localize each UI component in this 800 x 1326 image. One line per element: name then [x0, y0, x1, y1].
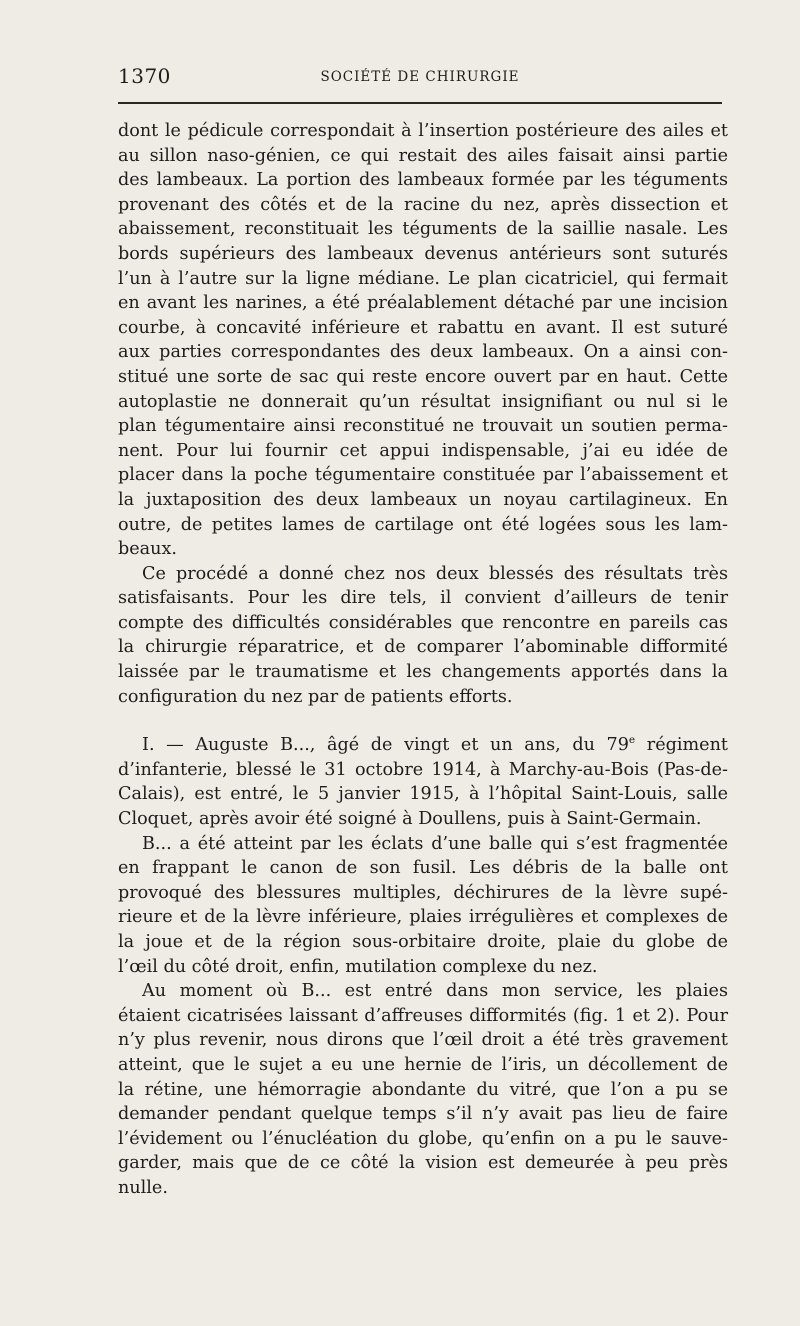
text-line: Ce procédé a donné chez nos deux blessés des résultats très: [142, 563, 728, 584]
section-gap: [118, 709, 728, 733]
text-line: l’un à l’autre sur la ligne médiane. Le plan cicatriciel, qui fermait: [118, 268, 728, 289]
text-line: dont le pédicule correspondait à l’insertion postérieure des ailes et: [118, 121, 728, 141]
text-line: la chirurgie réparatrice, et de comparer l’abominable difformité: [118, 637, 728, 658]
text-line: laissée par le traumatisme et les changements apportés dans la: [118, 662, 728, 683]
paragraph: [118, 119, 728, 562]
text-line: la rétine, une hémorragie abondante du vitré, que l’on a pu se: [118, 1079, 728, 1100]
text-line: provenant des côtés et de la racine du nez, après dissection et: [118, 194, 728, 215]
text-line: aux parties correspondantes des deux lambeaux. On a ainsi con-: [118, 342, 728, 363]
text-line: outre, de petites lames de cartilage ont été logées sous les lam-: [118, 514, 728, 535]
text-line: compte des difficultés considérables que rencontre en pareils cas: [118, 612, 728, 633]
running-head: SOCIÉTÉ DE CHIRURGIE: [320, 69, 520, 85]
text-line: beaux.: [118, 539, 178, 560]
text-line: Au moment où B... est entré dans mon service, les plaies: [142, 981, 728, 1002]
text-line: d’infanterie, blessé le 31 octobre 1914, à Marchy-au-Bois (Pas-de-: [118, 759, 728, 780]
text-line: abaissement, reconstituait les téguments de la saillie nasale. Les: [118, 219, 728, 240]
text-line: B... a été atteint par les éclats d’une balle qui s’est fragmentée: [142, 833, 728, 854]
page-number: 1370: [118, 64, 171, 88]
text-line: la joue et de la région sous-orbitaire droite, plaie du globe de: [118, 932, 728, 952]
paragraph: [118, 832, 728, 980]
text-line: I. — Auguste B..., âgé de vingt et un ans, du 79e régiment: [142, 734, 728, 756]
paragraph: [118, 562, 728, 710]
text-line: rieure et de la lèvre inférieure, plaies irrégulières et complexes de: [118, 907, 728, 928]
text-line: nent. Pour lui fournir cet appui indispensable, j’ai eu idée de: [118, 440, 728, 461]
text-line: atteint, que le sujet a eu une hernie de l’iris, un décollement de: [118, 1054, 728, 1075]
text-line: Cloquet, après avoir été soigné à Doullens, puis à Saint-Germain.: [118, 809, 702, 830]
text-line: au sillon naso-génien, ce qui restait des ailes faisait ainsi partie: [118, 145, 728, 166]
text-line: en avant les narines, a été préalablement détaché par une incision: [118, 293, 728, 314]
text-line: configuration du nez par de patients efforts.: [118, 686, 513, 707]
text-line: stitué une sorte de sac qui reste encore ouvert par en haut. Cette: [118, 366, 728, 387]
text-line: des lambeaux. La portion des lambeaux formée par les téguments: [118, 170, 728, 191]
text-line: n’y plus revenir, nous dirons que l’œil droit a été très gravement: [118, 1030, 728, 1051]
text-line: nulle.: [118, 1177, 168, 1198]
text-line: garder, mais que de ce côté la vision est demeurée à peu près: [118, 1153, 728, 1174]
header-rule: [118, 102, 722, 104]
text-line: en frappant le canon de son fusil. Les débris de la balle ont: [118, 858, 728, 879]
text-line: l’œil du côté droit, enfin, mutilation complexe du nez.: [118, 956, 598, 977]
paragraph: [118, 979, 728, 1200]
text-line: placer dans la poche tégumentaire constituée par l’abaissement et: [118, 465, 728, 486]
text-line: provoqué des blessures multiples, déchirures de la lèvre supé-: [118, 882, 728, 903]
page-header: [118, 64, 722, 96]
paragraph: [118, 733, 728, 831]
text-line: plan tégumentaire ainsi reconstitué ne trouvait un soutien perma-: [118, 416, 728, 437]
text-line: étaient cicatrisées laissant d’affreuses difformités (fig. 1 et 2). Pour: [118, 1005, 728, 1026]
text-line: la juxtaposition des deux lambeaux un noyau cartilagineux. En: [118, 489, 728, 510]
text-line: autoplastie ne donnerait qu’un résultat insignifiant ou nul si le: [118, 391, 728, 412]
text-line: demander pendant quelque temps s’il n’y avait pas lieu de faire: [118, 1104, 728, 1125]
text-line: bords supérieurs des lambeaux devenus antérieurs sont suturés: [118, 243, 728, 264]
text-line: satisfaisants. Pour les dire tels, il convient d’ailleurs de tenir: [118, 588, 728, 609]
text-line: courbe, à concavité inférieure et rabattu en avant. Il est suturé: [118, 317, 728, 338]
body-text: [118, 119, 728, 1201]
text-line: l’évidement ou l’énucléation du globe, qu’enfin on a pu le sauve-: [118, 1128, 728, 1149]
text-line: Calais), est entré, le 5 janvier 1915, à l’hôpital Saint-Louis, salle: [118, 784, 728, 805]
